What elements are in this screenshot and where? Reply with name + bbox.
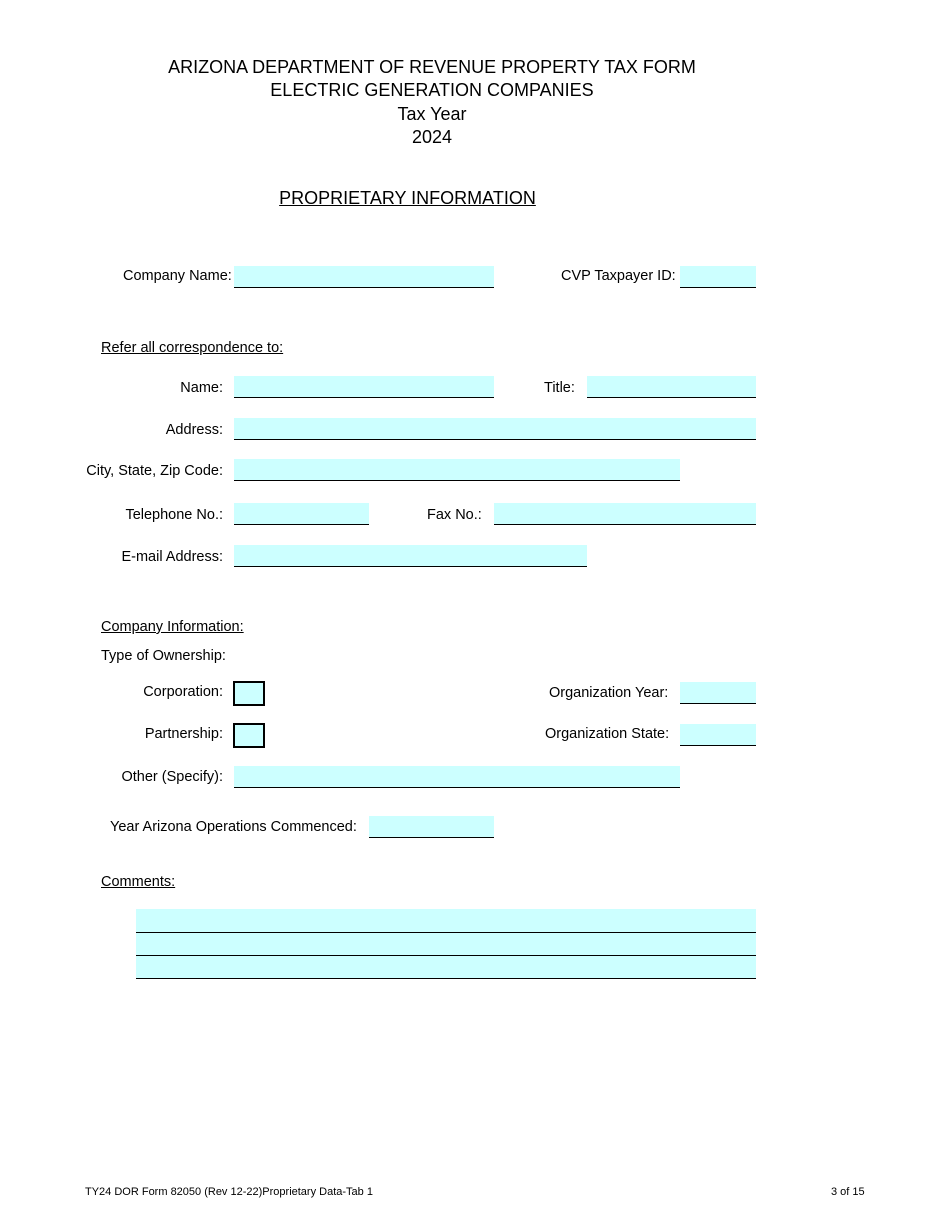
contact-name-label: Name:	[180, 380, 223, 396]
form-identifier: TY24 DOR Form 82050 (Rev 12-22)Proprietary Data-Tab 1	[85, 1186, 373, 1198]
cvp-taxpayer-id-field[interactable]	[680, 266, 756, 288]
contact-title-label: Title:	[544, 380, 575, 396]
cvp-taxpayer-id-label: CVP Taxpayer ID:	[561, 268, 676, 284]
tax-year-label: Tax Year	[397, 104, 467, 124]
comments-line-2[interactable]	[136, 933, 756, 957]
telephone-label: Telephone No.:	[125, 507, 223, 523]
fax-field[interactable]	[494, 503, 756, 525]
comments-line-1[interactable]	[136, 909, 756, 933]
address-field[interactable]	[234, 418, 756, 440]
az-operations-commenced-label: Year Arizona Operations Commenced:	[110, 819, 357, 835]
corporation-label: Corporation:	[143, 684, 223, 700]
partnership-checkbox[interactable]	[233, 723, 265, 748]
other-ownership-label: Other (Specify):	[121, 769, 223, 785]
company-info-heading: Company Information:	[101, 619, 244, 635]
form-header-line-2: ELECTRIC GENERATION COMPANIES	[270, 80, 594, 100]
company-name-field[interactable]	[234, 266, 494, 288]
company-name-label: Company Name:	[123, 268, 232, 284]
tax-year-value: 2024	[411, 127, 453, 147]
email-label: E-mail Address:	[121, 549, 223, 565]
form-header-line-1: ARIZONA DEPARTMENT OF REVENUE PROPERTY TAX FORM	[168, 57, 696, 77]
partnership-label: Partnership:	[144, 726, 223, 742]
ownership-type-label: Type of Ownership:	[101, 648, 226, 664]
organization-year-label: Organization Year:	[549, 685, 669, 701]
city-state-zip-field[interactable]	[234, 459, 680, 481]
city-state-zip-label: City, State, Zip Code:	[86, 463, 223, 479]
fax-label: Fax No.:	[427, 507, 482, 523]
corporation-checkbox[interactable]	[233, 681, 265, 706]
organization-state-field[interactable]	[680, 724, 756, 746]
email-field[interactable]	[234, 545, 587, 567]
address-label: Address:	[165, 422, 223, 438]
page-title: PROPRIETARY INFORMATION	[279, 188, 536, 208]
comments-line-3[interactable]	[136, 956, 756, 979]
comments-heading: Comments:	[101, 874, 176, 890]
organization-state-label: Organization State:	[545, 726, 670, 742]
other-ownership-field[interactable]	[234, 766, 680, 788]
contact-name-field[interactable]	[234, 376, 494, 398]
az-operations-commenced-field[interactable]	[369, 816, 494, 838]
organization-year-field[interactable]	[680, 682, 756, 704]
correspondence-heading: Refer all correspondence to:	[101, 340, 284, 356]
page-number: 3 of 15	[831, 1186, 865, 1198]
telephone-field[interactable]	[234, 503, 369, 525]
contact-title-field[interactable]	[587, 376, 756, 398]
